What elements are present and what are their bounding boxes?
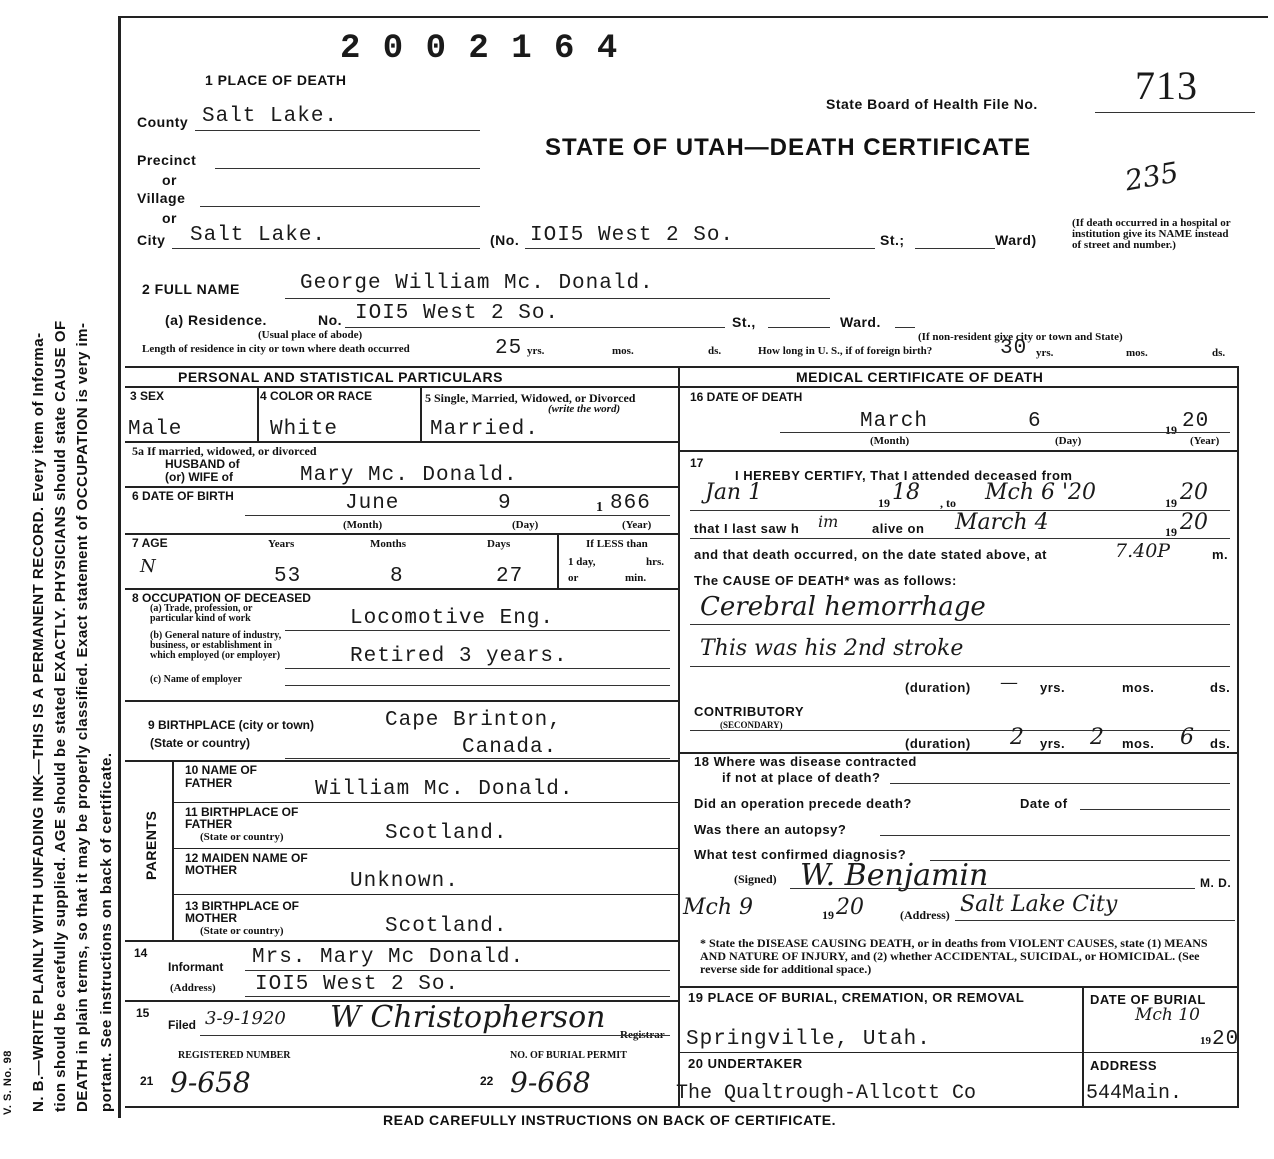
row7-line (125, 588, 678, 590)
or-label-1: or (162, 172, 177, 188)
filed-line (200, 1035, 670, 1036)
contributory-line (690, 730, 1230, 731)
alive-on-label: alive on (872, 521, 925, 536)
occupation-label: 8 OCCUPATION OF DECEASED (132, 591, 311, 605)
signed-year: 20 (836, 895, 864, 920)
from-year-prefix: 19 (878, 496, 890, 510)
mother-name: Unknown. (350, 870, 459, 893)
contributory-label: CONTRIBUTORY (694, 704, 804, 719)
city-line (172, 248, 480, 249)
form-top-border (118, 16, 1268, 18)
sex-label: 3 SEX (130, 389, 165, 403)
age-min: min. (625, 572, 647, 584)
sidebar-instruction-3: DEATH in plain terms, so that it may be properly classified. Exact statement of OCCUPATION is very im- (74, 322, 91, 1112)
ward-line (915, 248, 995, 249)
last-saw-date: March 4 (955, 510, 1049, 535)
burial-date-label: DATE OF BURIAL (1090, 992, 1206, 1007)
dob-label: 6 DATE OF BIRTH (132, 489, 234, 503)
attended-from: Jan 1 (705, 480, 763, 505)
birthplace-label: 9 BIRTHPLACE (city or town) (148, 718, 315, 732)
occupation-line (285, 630, 670, 631)
contrib-mos-unit: mos. (1122, 736, 1155, 751)
attended-to: Mch 6 '20 (985, 480, 1097, 505)
length-of-residence-years: 25 (495, 337, 523, 360)
signed-year-prefix: 19 (822, 908, 834, 922)
informant-name: Mrs. Mary Mc Donald. (252, 946, 525, 969)
age-hrs: hrs. (646, 556, 665, 568)
street-st-label: St.; (880, 232, 905, 248)
spouse-label-3: (or) WIFE of (165, 470, 233, 484)
mother-birthplace: Scotland. (385, 915, 508, 938)
residence-value: IOI5 West 2 So. (355, 302, 560, 325)
cause-line-2 (690, 666, 1230, 667)
birthplace-line (285, 758, 670, 759)
spouse-label-2: HUSBAND of (165, 457, 240, 471)
father-birthplace-note: (State or country) (200, 831, 284, 843)
reg-number-num: 21 (140, 1074, 154, 1088)
spouse-label-1: 5a If married, widowed, or divorced (132, 444, 317, 458)
age-less-than-header: If LESS than (586, 538, 648, 550)
filed-label: Filed (168, 1018, 197, 1032)
dob-day: 9 (498, 492, 512, 515)
form-left-border (118, 18, 121, 1118)
father-name-label: 10 NAME OF FATHER (185, 763, 258, 790)
birthplace-state-label: (State or country) (150, 736, 251, 750)
hospital-note: (If death occurred in a hospital or institution give its NAME instead of street and number.) (1072, 217, 1231, 251)
row8-line (125, 700, 678, 702)
dob-month-label: (Month) (343, 519, 383, 531)
from-year: 18 (892, 480, 920, 505)
row6-line (125, 533, 678, 535)
age-days-header: Days (487, 538, 511, 550)
birthplace-country: Canada. (462, 736, 558, 759)
death-year: 20 (1182, 410, 1210, 433)
residence-ward-label: Ward. (840, 314, 881, 330)
informant-address: IOI5 West 2 So. (255, 973, 460, 996)
registrar-label: Registrar (620, 1029, 665, 1041)
county-label: County (137, 114, 189, 130)
cause-mos-unit: mos. (1122, 680, 1155, 695)
personal-section-title: PERSONAL AND STATISTICAL PARTICULARS (178, 369, 503, 385)
footer-instructions: READ CAREFULLY INSTRUCTIONS ON BACK OF CERTIFICATE. (383, 1112, 837, 1128)
center-divider (678, 366, 680, 1108)
to-year: 20 (1180, 480, 1208, 505)
contracted-line (890, 783, 1230, 784)
burial-permit-label: NO. OF BURIAL PERMIT (510, 1050, 627, 1061)
diagnosis-label: What test confirmed diagnosis? (694, 847, 907, 862)
mother-birthplace-note: (State or country) (200, 925, 284, 937)
autopsy-line (880, 835, 1230, 836)
father-name: William Mc. Donald. (315, 778, 574, 801)
age-one-day: 1 day, (568, 556, 596, 568)
contrib-years: 2 (1010, 725, 1024, 750)
residence-line (345, 327, 725, 328)
sex-value: Male (128, 418, 183, 441)
age-less-divider (557, 533, 559, 588)
race-divider (420, 386, 422, 441)
parents-divider (172, 760, 174, 940)
death-day-label: (Day) (1055, 435, 1082, 447)
dod-line (780, 432, 1230, 433)
marital-status-label: 5 Single, Married, Widowed, or Divorced (425, 391, 636, 405)
death-day: 6 (1028, 410, 1042, 433)
length-yrs-unit: yrs. (527, 345, 545, 357)
date-of-death-label: 16 DATE OF DEATH (690, 390, 803, 404)
city-label: City (137, 232, 166, 248)
signed-date: Mch 9 (683, 895, 754, 920)
signed-line (790, 888, 1195, 889)
us-ds-unit: ds. (1212, 347, 1226, 359)
date-of-label: Date of (1020, 796, 1068, 811)
right-border (1237, 366, 1239, 1108)
certificate-number: 2 0 0 2 1 6 4 (340, 30, 619, 68)
registrar-signature: W Christopherson (330, 1000, 606, 1035)
cause-duration-label: (duration) (905, 680, 971, 695)
cause-of-death: Cerebral hemorrhage (700, 592, 986, 622)
city-value: Salt Lake. (190, 224, 327, 247)
village-label: Village (137, 190, 186, 206)
residence-st-line (768, 327, 830, 328)
sidebar-instruction-4: portant. See instructions on back of certificate. (98, 752, 115, 1112)
age-days: 27 (496, 565, 524, 588)
medical-section-title: MEDICAL CERTIFICATE OF DEATH (796, 369, 1044, 385)
row19-line (678, 1052, 1237, 1053)
age-mark: N (140, 556, 156, 577)
dob-month: June (345, 492, 400, 515)
sidebar-instruction-2: tion should be carefully supplied. AGE should be stated EXACTLY. PHYSICIANS should state CAUSE OF (52, 320, 69, 1112)
row-footnote-line (678, 986, 1237, 988)
signed-label: (Signed) (734, 872, 777, 886)
operation-label: Did an operation precede death? (694, 796, 912, 811)
death-time-m: m. (1212, 547, 1229, 562)
death-year-prefix: 19 (1165, 423, 1177, 437)
doctor-address-line (955, 920, 1235, 921)
street-line (525, 248, 875, 249)
last-saw-line (690, 538, 1230, 539)
us-residence-years: 30 (1000, 337, 1028, 360)
county-value: Salt Lake. (202, 105, 339, 128)
death-month: March (860, 410, 929, 433)
to-year-prefix: 19 (1165, 496, 1177, 510)
occupation-value: Locomotive Eng. (350, 607, 555, 630)
age-months-header: Months (370, 538, 407, 550)
registered-number: 9-658 (170, 1066, 251, 1099)
dob-line (245, 515, 670, 516)
row9-line (125, 760, 678, 762)
cause-note: This was his 2nd stroke (700, 636, 964, 661)
age-label: 7 AGE (132, 536, 168, 550)
burial-date-divider (1082, 986, 1084, 1106)
undertaker-label: 20 UNDERTAKER (688, 1056, 803, 1071)
informant-number: 14 (134, 946, 148, 960)
burial-permit-number: 9-668 (510, 1066, 591, 1099)
informant-label: Informant (168, 960, 224, 974)
precinct-label: Precinct (137, 152, 197, 168)
employer-line (285, 685, 670, 686)
filed-number: 15 (136, 1006, 150, 1020)
contrib-days: 6 (1180, 725, 1194, 750)
contrib-duration-label: (duration) (905, 736, 971, 751)
parents-label: PARENTS (143, 810, 159, 880)
age-months: 8 (390, 565, 404, 588)
last-year-prefix: 19 (1165, 525, 1177, 539)
death-occurred-label: and that death occurred, on the date stated above, at (694, 547, 1048, 562)
cause-ds-unit: ds. (1210, 680, 1231, 695)
burial-date-year: 20 (1212, 1028, 1240, 1051)
undertaker-address: 544Main. (1086, 1082, 1183, 1105)
file-number: 713 (1135, 63, 1198, 108)
vs-number: V. S. No. 98 (2, 1050, 14, 1115)
where-contracted-sub: if not at place of death? (722, 770, 881, 785)
marital-status-value: Married. (430, 418, 539, 441)
sex-divider (257, 386, 259, 441)
race-label: 4 COLOR OR RACE (260, 389, 373, 403)
street-no-label: (No. (490, 232, 520, 248)
doctor-address-label: (Address) (900, 908, 950, 922)
filed-date: 3-9-1920 (205, 1008, 286, 1029)
certify-text: I HEREBY CERTIFY, That I attended deceased from (735, 468, 1073, 483)
death-street-value: IOI5 West 2 So. (530, 224, 735, 247)
burial-place: Springville, Utah. (686, 1028, 931, 1051)
village-line (200, 206, 480, 207)
cause-line-1 (690, 624, 1230, 625)
spouse-value: Mary Mc. Donald. (300, 464, 518, 487)
birthplace-city: Cape Brinton, (385, 709, 562, 732)
race-value: White (270, 418, 339, 441)
row5a-line (125, 486, 678, 488)
full-name-label: 2 FULL NAME (142, 281, 240, 297)
mother-birthplace-label: 13 BIRTHPLACE OF MOTHER (185, 899, 300, 925)
contrib-months: 2 (1090, 725, 1104, 750)
length-ds-unit: ds. (708, 345, 722, 357)
operation-line (1080, 809, 1230, 810)
abode-note: (Usual place of abode) (258, 329, 363, 341)
occupation-b-label: (b) General nature of industry, business, or establishment in which employed (or employer) (150, 630, 282, 661)
doctor-address: Salt Lake City (960, 892, 1118, 917)
father-birthplace: Scotland. (385, 822, 508, 845)
death-time: 7.40P (1115, 540, 1171, 562)
age-years: 53 (274, 565, 302, 588)
informant-address-line (245, 996, 670, 997)
length-of-residence-label: Length of residence in city or town where death occurred (142, 343, 410, 355)
dob-day-label: (Day) (512, 519, 539, 531)
length-mos-unit: mos. (612, 345, 634, 357)
last-saw-him: im (818, 512, 839, 531)
section-top-line (125, 366, 1237, 368)
autopsy-label: Was there an autopsy? (694, 822, 847, 837)
us-residence-label: How long in U. S., if of foreign birth? (758, 345, 933, 357)
occupation-a-label: (a) Trade, profession, or particular kind of work (150, 603, 253, 624)
sidebar-instruction-1: N. B.—WRITE PLAINLY WITH UNFADING INK—THIS IS A PERMANENT RECORD. Every item of Informa- (30, 332, 47, 1112)
burial-place-label: 19 PLACE OF BURIAL, CREMATION, OR REMOVAL (688, 990, 1025, 1005)
marital-status-note: (write the word) (548, 403, 621, 415)
physician-signature: W. Benjamin (800, 858, 989, 893)
cause-footnote: * State the DISEASE CAUSING DEATH, or in deaths from VIOLENT CAUSES, state (1) MEANS AND NATURE OF INJURY, and (2) whether ACCIDENTAL, SUICIDAL, or HOMICIDAL. (See reverse side for additional space.) (700, 936, 1208, 976)
place-of-death-label: 1 PLACE OF DEATH (205, 72, 347, 88)
contrib-yrs-unit: yrs. (1040, 736, 1066, 751)
death-month-label: (Month) (870, 435, 910, 447)
county-line (195, 130, 480, 131)
nonresident-note: (If non-resident give city or town and State) (918, 331, 1123, 343)
certify-number: 17 (690, 456, 704, 470)
row12-line (172, 894, 678, 895)
bottom-line (125, 1106, 1237, 1108)
industry-line (285, 668, 670, 669)
industry-value: Retired 3 years. (350, 645, 568, 668)
age-years-header: Years (268, 538, 295, 550)
burial-permit-num: 22 (480, 1074, 494, 1088)
secondary-label: (SECONDARY) (720, 720, 783, 730)
dob-year-label: (Year) (622, 519, 652, 531)
undertaker-name: The Qualtrough-Allcott Co (676, 1082, 977, 1105)
to-label: , to (940, 496, 956, 510)
residence-st-label: St., (732, 314, 756, 330)
burial-date-prefix: 19 (1200, 1035, 1211, 1047)
burial-date: Mch 10 (1135, 1005, 1200, 1025)
file-no-line (1095, 112, 1255, 113)
cause-of-death-label: The CAUSE OF DEATH* was as follows: (694, 573, 957, 588)
residence-label: (a) Residence. (165, 312, 267, 328)
us-yrs-unit: yrs. (1036, 347, 1054, 359)
md-label: M. D. (1200, 876, 1232, 890)
age-or: or (568, 572, 579, 584)
precinct-line (215, 168, 480, 169)
or-label-2: or (162, 210, 177, 226)
cause-yrs-unit: yrs. (1040, 680, 1066, 695)
street-ward-label: Ward) (995, 232, 1037, 248)
full-name-line (285, 298, 830, 299)
row11-line (172, 848, 678, 849)
undertaker-address-label: ADDRESS (1090, 1058, 1158, 1073)
informant-line (245, 970, 670, 971)
full-name-value: George William Mc. Donald. (300, 272, 654, 295)
row16-line (678, 450, 1237, 452)
cause-duration: — (1000, 672, 1018, 693)
row3-line (125, 441, 678, 443)
row10-line (172, 802, 678, 803)
us-mos-unit: mos. (1126, 347, 1148, 359)
occupation-c-label: (c) Name of employer (150, 674, 242, 685)
residence-no-label: No. (318, 312, 343, 328)
medical-title-line (678, 386, 1237, 388)
registered-number-label: REGISTERED NUMBER (178, 1050, 291, 1061)
file-number-extra: 235 (1122, 155, 1181, 198)
dob-year: 866 (610, 492, 651, 515)
contrib-ds-unit: ds. (1210, 736, 1231, 751)
file-no-label: State Board of Health File No. (826, 96, 1038, 112)
row13-line (125, 940, 678, 942)
informant-address-label: (Address) (170, 982, 216, 994)
where-contracted-label: 18 Where was disease contracted (694, 754, 917, 769)
dob-year-prefix: 1 (596, 500, 603, 515)
residence-ward-line (895, 327, 915, 328)
mother-name-label: 12 MAIDEN NAME OF MOTHER (185, 851, 308, 877)
death-year-label: (Year) (1190, 435, 1220, 447)
personal-title-line (125, 386, 678, 388)
father-birthplace-label: 11 BIRTHPLACE OF FATHER (185, 805, 299, 831)
last-year: 20 (1180, 510, 1208, 535)
last-saw-label: that I last saw h (694, 521, 800, 536)
document-title: STATE OF UTAH—DEATH CERTIFICATE (545, 134, 1032, 161)
